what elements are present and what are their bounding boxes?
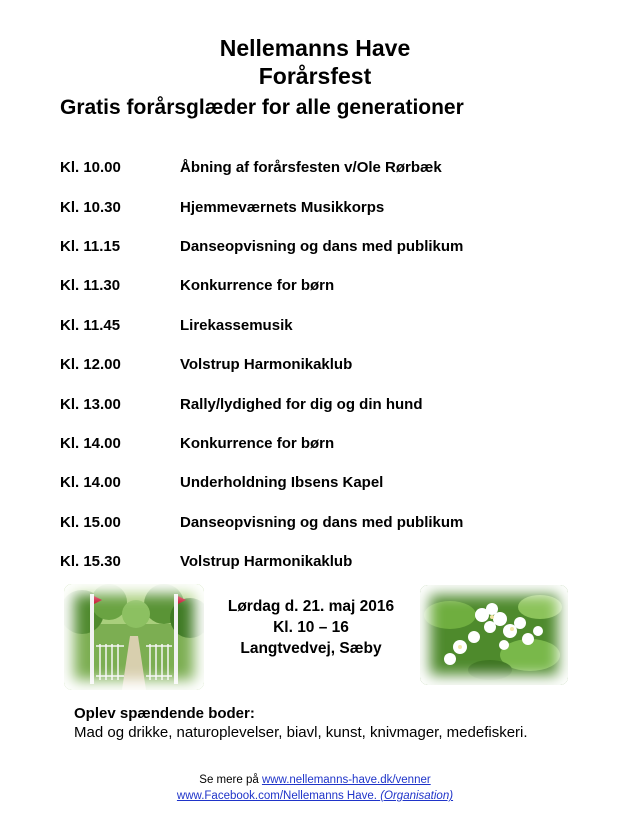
booths-text: Mad og drikke, naturoplevelser, biavl, kunst, knivmager, medefiskeri. (74, 724, 528, 741)
garden-gate-photo (64, 584, 204, 690)
schedule-event: Volstrup Harmonikaklub (180, 356, 353, 374)
schedule-time: Kl. 11.15 (60, 237, 121, 255)
booths-heading: Oplev spændende boder: (74, 705, 255, 722)
schedule-row (60, 503, 580, 542)
event-location: Langtvedvej, Sæby (240, 640, 382, 657)
subtitle: Gratis forårsglæder for alle generationer (60, 96, 464, 119)
venner-link[interactable]: www.nellemanns-have.dk/venner (261, 774, 431, 786)
schedule-row (60, 227, 580, 266)
schedule-time: Kl. 10.00 (60, 159, 121, 177)
title-line-1: Nellemanns Have (219, 35, 411, 61)
schedule-event: Konkurrence for børn (180, 434, 335, 452)
schedule-time: Kl. 10.30 (60, 198, 121, 216)
schedule-time: Kl. 14.00 (60, 474, 121, 492)
event-date: Lørdag d. 21. maj 2016 (227, 598, 395, 615)
schedule-event: Konkurrence for børn (180, 277, 335, 295)
schedule-row (60, 306, 580, 345)
schedule-row (60, 266, 580, 305)
schedule-row (60, 424, 580, 463)
schedule-event: Lirekassemusik (180, 316, 293, 334)
schedule-row (60, 384, 580, 423)
facebook-link-text: www.Facebook.com/Nellemanns Have. (176, 790, 377, 802)
schedule-time: Kl. 15.30 (60, 553, 121, 571)
schedule-list (60, 148, 580, 581)
schedule-time: Kl. 12.00 (60, 356, 121, 374)
footer-prefix: Se mere på (199, 774, 262, 786)
schedule-row (60, 345, 580, 384)
schedule-time: Kl. 11.45 (60, 316, 121, 334)
title-line-2: Forårsfest (258, 63, 372, 89)
schedule-event: Hjemmeværnets Musikkorps (180, 198, 385, 216)
schedule-time: Kl. 13.00 (60, 395, 121, 413)
schedule-time: Kl. 14.00 (60, 434, 121, 452)
schedule-row (60, 542, 580, 581)
footer (0, 772, 630, 804)
schedule-event: Underholdning Ibsens Kapel (180, 474, 384, 492)
event-hours: Kl. 10 – 16 (273, 619, 349, 636)
schedule-row (60, 148, 580, 187)
booths-section (74, 704, 544, 742)
schedule-event: Åbning af forårsfesten v/Ole Rørbæk (180, 159, 442, 177)
organisation-label: (Organisation) (380, 790, 454, 802)
facebook-link[interactable] (177, 790, 453, 802)
schedule-event: Danseopvisning og dans med publikum (180, 237, 464, 255)
schedule-event: Rally/lydighed for dig og din hund (180, 395, 423, 413)
schedule-time: Kl. 11.30 (60, 277, 121, 295)
schedule-event: Volstrup Harmonikaklub (180, 553, 353, 571)
schedule-row (60, 463, 580, 502)
event-info (204, 596, 418, 659)
schedule-event: Danseopvisning og dans med publikum (180, 513, 464, 531)
apple-blossom-photo (420, 585, 568, 685)
schedule-row (60, 187, 580, 226)
schedule-time: Kl. 15.00 (60, 513, 121, 531)
